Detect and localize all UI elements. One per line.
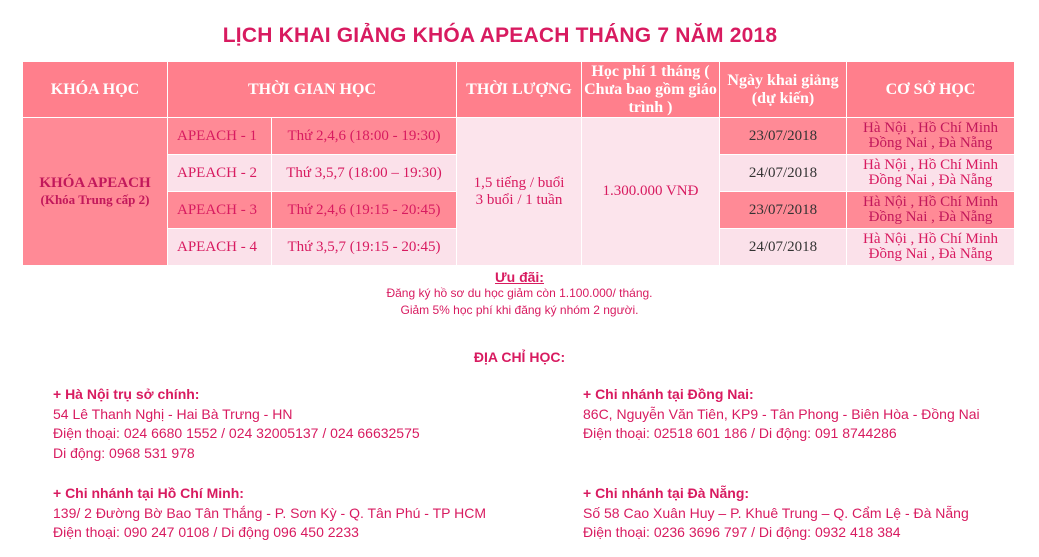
branch-hcm — [53, 484, 486, 543]
branch-line: Di động: 0968 531 978 — [53, 444, 195, 461]
address-heading: ĐỊA CHỈ HỌC: — [473, 349, 566, 365]
schedule-table — [22, 61, 1015, 266]
class-name: APEACH - 4 — [168, 229, 272, 266]
class-time: Thứ 3,5,7 (18:00 – 19:30) — [272, 155, 457, 192]
location-cell — [847, 229, 1015, 266]
header-fee: Học phí 1 tháng ( Chưa bao gồm giáo trình ) — [582, 62, 720, 118]
branch-line: Điện thoại: 090 247 0108 / Di động 096 450 2233 — [53, 524, 359, 540]
location-line: Đồng Nai , Đà Nẵng — [868, 135, 993, 151]
location-cell — [847, 118, 1015, 155]
header-start-date: Ngày khai giảng (dự kiến) — [720, 62, 847, 118]
duration-line: 1,5 tiếng / buổi — [473, 174, 565, 191]
offer-line: Đăng ký hồ sơ du học giảm còn 1.100.000/ tháng. — [386, 286, 653, 300]
branch-dongnai — [583, 385, 980, 444]
branch-title: + Hà Nội trụ sở chính: — [53, 386, 200, 402]
start-date: 24/07/2018 — [720, 229, 847, 266]
header-location: CƠ SỞ HỌC — [847, 62, 1015, 118]
location-line: Đồng Nai , Đà Nẵng — [868, 246, 993, 262]
duration-line: 3 buổi / 1 tuần — [475, 191, 563, 208]
location-line: Đồng Nai , Đà Nẵng — [868, 209, 993, 225]
table-row — [23, 118, 1015, 155]
header-duration: THỜI LƯỢNG — [457, 62, 582, 118]
class-name: APEACH - 2 — [168, 155, 272, 192]
offers-section — [0, 269, 1039, 319]
fee-cell: 1.300.000 VNĐ — [582, 118, 720, 266]
location-line: Hà Nội , Hồ Chí Minh — [863, 157, 998, 173]
branch-danang — [583, 484, 969, 543]
location-cell — [847, 192, 1015, 229]
offer-line: Giảm 5% học phí khi đăng ký nhóm 2 người. — [400, 303, 639, 317]
location-line: Hà Nội , Hồ Chí Minh — [863, 231, 998, 247]
branch-title: + Chi nhánh tại Đồng Nai: — [583, 386, 754, 402]
branch-line: Số 58 Cao Xuân Huy – P. Khuê Trung – Q. Cẩm Lệ - Đà Nẵng — [583, 504, 969, 521]
branch-line: Điện thoại: 024 6680 1552 / 024 32005137 / 024 66632575 — [53, 425, 420, 441]
header-study-time: THỜI GIAN HỌC — [168, 62, 457, 118]
class-name: APEACH - 3 — [168, 192, 272, 229]
class-time: Thứ 2,4,6 (18:00 - 19:30) — [272, 118, 457, 155]
location-line: Đồng Nai , Đà Nẵng — [868, 172, 993, 188]
location-line: Hà Nội , Hồ Chí Minh — [863, 120, 998, 136]
page-title: LỊCH KHAI GIẢNG KHÓA APEACH THÁNG 7 NĂM 2018 — [222, 24, 778, 47]
start-date: 24/07/2018 — [720, 155, 847, 192]
location-cell — [847, 155, 1015, 192]
branch-hanoi — [53, 385, 420, 463]
branch-title: + Chi nhánh tại Hồ Chí Minh: — [53, 485, 244, 501]
course-cell — [23, 118, 168, 266]
branch-line: 139/ 2 Đường Bờ Bao Tân Thắng - P. Sơn Kỳ - Q. Tân Phú - TP HCM — [53, 504, 487, 521]
header-course: KHÓA HỌC — [23, 62, 168, 118]
class-name: APEACH - 1 — [168, 118, 272, 155]
header-row — [23, 62, 1015, 118]
branch-line: Điện thoại: 0236 3696 797 / Di động: 0932 418 384 — [583, 524, 901, 540]
branch-line: 86C, Nguyễn Văn Tiên, KP9 - Tân Phong - Biên Hòa - Đồng Nai — [583, 405, 980, 422]
course-name: KHÓA APEACH — [39, 175, 151, 191]
branch-line: 54 Lê Thanh Nghị - Hai Bà Trưng - HN — [53, 405, 293, 422]
offers-heading: Ưu đãi: — [495, 269, 544, 285]
branch-title: + Chi nhánh tại Đà Nẵng: — [583, 485, 750, 501]
location-line: Hà Nội , Hồ Chí Minh — [863, 194, 998, 210]
class-time: Thứ 2,4,6 (19:15 - 20:45) — [272, 192, 457, 229]
course-level: (Khóa Trung cấp 2) — [40, 192, 150, 207]
start-date: 23/07/2018 — [720, 118, 847, 155]
branch-line: Điện thoại: 02518 601 186 / Di động: 091 8744286 — [583, 425, 897, 441]
duration-cell — [457, 118, 582, 266]
start-date: 23/07/2018 — [720, 192, 847, 229]
class-time: Thứ 3,5,7 (19:15 - 20:45) — [272, 229, 457, 266]
